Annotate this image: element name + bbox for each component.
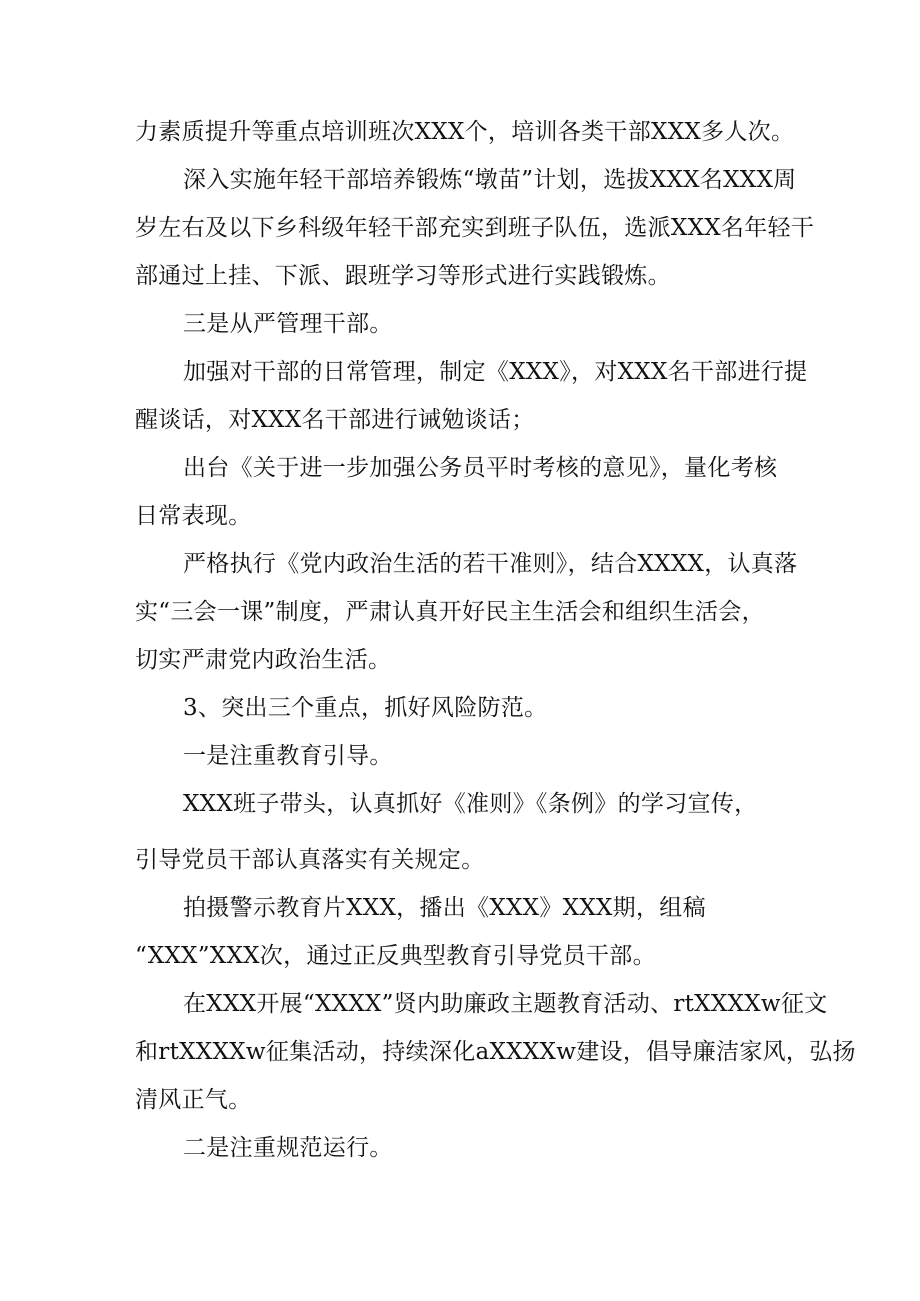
text-line: 日常表现。 [135, 503, 252, 529]
text-line: “XXX”XXX次，通过正反典型教育引导党员干部。 [135, 943, 656, 969]
text-line: 部通过上挂、下派、跟班学习等形式进行实践锻炼。 [135, 263, 671, 289]
text-line: 引导党员干部认真落实有关规定。 [135, 847, 485, 873]
text-line: 在XXX开展“XXXX”贤内助廉政主题教育活动、rtXXXXw征文 [183, 991, 828, 1017]
text-line: 和rtXXXXw征集活动，持续深化aXXXXw建设，倡导廉洁家风，弘扬 [135, 1039, 856, 1065]
text-line: 切实严肃党内政治生活。 [135, 647, 392, 673]
text-line: 出台《关于进一步加强公务员平时考核的意见》，量化考核 [183, 455, 778, 481]
text-line: XXX班子带头，认真抓好《准则》《条例》的学习宣传， [183, 791, 758, 817]
text-line: 清风正气。 [135, 1087, 252, 1113]
section-heading: 一是注重教育引导。 [183, 743, 393, 769]
text-line: 严格执行《党内政治生活的若干准则》，结合XXXX，认真落 [183, 551, 798, 577]
text-line: 加强对干部的日常管理，制定《XXX》，对XXX名干部进行提 [183, 359, 808, 385]
text-line: 力素质提升等重点培训班次XXX个，培训各类干部XXX多人次。 [135, 119, 795, 145]
text-line: 深入实施年轻干部培养锻炼“墩苗”计划，选拔XXX名XXX周 [183, 167, 797, 193]
section-heading: 二是注重规范运行。 [183, 1135, 393, 1161]
section-heading: 3、突出三个重点，抓好风险防范。 [183, 695, 548, 721]
text-line: 岁左右及以下乡科级年轻干部充实到班子队伍，选派XXX名年轻干 [135, 215, 815, 241]
text-line: 醒谈话，对XXX名干部进行诫勉谈话； [135, 407, 535, 433]
section-heading: 三是从严管理干部。 [183, 311, 393, 337]
text-line: 实“三会一课”制度，严肃认真开好民主生活会和组织生活会， [135, 599, 765, 625]
text-line: 拍摄警示教育片XXX，播出《XXX》XXX期，组稿 [183, 895, 706, 921]
